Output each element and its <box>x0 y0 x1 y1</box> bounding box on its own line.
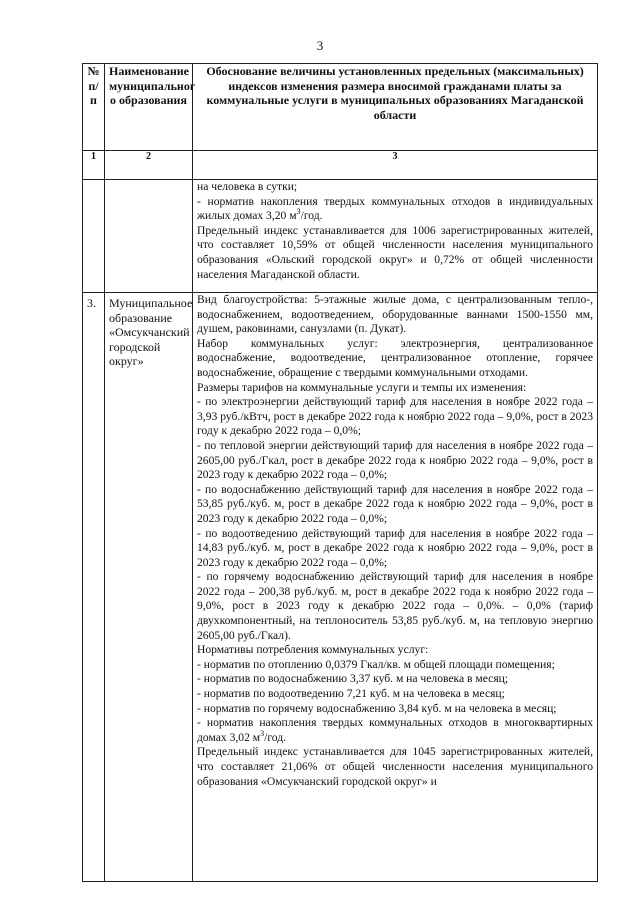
table-row <box>83 293 598 882</box>
text-paragraph: - по тепловой энергии действующий тариф для населения в ноябре 2022 года – 2605,00 руб./Гкал, рост в декабре 2022 года к ноябрю 2022 года – 9,0%, рост в 2023 году к декабрю 2022 года – 0,0%; <box>197 438 593 482</box>
table-row <box>83 180 598 293</box>
text-paragraph: - норматив накопления твердых коммунальных отходов в многоквартирных домах 3,02 $м^3$/год. <box>197 716 593 744</box>
justification-cell <box>193 293 598 882</box>
superscript: 3 <box>296 207 301 217</box>
text-paragraph: - норматив по горячему водоснабжению 3,84 куб. м на человека в месяц; <box>197 701 557 715</box>
column-number: 3 <box>193 151 598 180</box>
text-paragraph: Размеры тарифов на коммунальные услуги и темпы их изменения: <box>197 380 527 394</box>
header-number: № п/п <box>83 64 105 151</box>
column-number: 2 <box>105 151 193 180</box>
text-paragraph: - норматив по водоснабжению 3,37 куб. м на человека в месяц; <box>197 672 509 686</box>
municipality-name: Муниципальное образование «Омсукчанский городской округ» <box>105 293 193 882</box>
text-paragraph: - норматив по водоотведению 7,21 куб. м на человека в месяц; <box>197 687 505 701</box>
header-municipality: Наименование муниципальног о образования <box>105 64 193 151</box>
text-paragraph: - по водоснабжению действующий тариф для населения в ноябре 2022 года – 53,85 руб./куб. м, рост в декабре 2022 года к ноябрю 2022 года – 9,0%, рост в 2023 году к декабрю 2022 года – 0,0%; <box>197 482 593 525</box>
table-header-row <box>83 64 598 151</box>
text-paragraph: - по электроэнергии действующий тариф для населения в ноябре 2022 года – 3,93 руб./кВтч, рост в декабре 2022 года к ноябрю 2022 года – 9,0%, рост в 2023 году к декабрю 2022 года – 0,0%; <box>197 395 593 438</box>
municipality-name <box>105 180 193 293</box>
page-number: 3 <box>316 38 324 53</box>
row-number: 3. <box>83 293 105 882</box>
row-number <box>83 180 105 293</box>
text-paragraph: - норматив по отоплению 0,0379 Гкал/кв. м общей площади помещения; <box>197 657 555 671</box>
header-justification: Обоснование величины установленных предельных (максимальных) индексов изменения размера вносимой гражданами платы за коммунальные услуги в муниципальных образованиях Магаданской области <box>193 64 598 151</box>
text-paragraph: Предельный индекс устанавливается для 1006 зарегистрированных жителей, что составляет 10,59% от общей численности населения муниципального образования «Ольский городской округ» и 0,72% от общей численности населения Магаданской области. <box>197 223 593 281</box>
text-paragraph: - по водоотведению действующий тариф для населения в ноябре 2022 года – 14,83 руб./куб. м, рост в декабре 2022 года к ноябрю 2022 года – 9,0%, рост в 2023 году к декабрю 2022 года – 0,0%; <box>197 526 593 569</box>
text-paragraph: Набор коммунальных услуг: электроэнергия, централизованное водоснабжение, водоотведение, централизованное отопление, горячее водоснабжение, обращение с твердыми коммунальными отходами. <box>197 336 593 379</box>
text-paragraph: Предельный индекс устанавливается для 1045 зарегистрированных жителей, что составляет 21,06% от общей численности населения муниципального образования «Омсукчанский городской округ» и <box>197 745 593 788</box>
text-line: на человека в сутки; <box>197 180 298 193</box>
index-justification-table <box>82 63 598 882</box>
column-number-row <box>83 151 598 180</box>
justification-cell <box>193 180 598 293</box>
text-paragraph: Вид благоустройства: 5-этажные жилые дома, с централизованным тепло-, водоснабжением, водоотведением, оборудованные ваннами 1500-1550 мм, душем, раковинами, санузлами (п. Дукат). <box>197 293 593 336</box>
text-line: - норматив накопления твердых коммунальных отходов в индивидуальных жилых домах 3,20 $м^3$/год. <box>197 194 593 223</box>
column-number: 1 <box>83 151 105 180</box>
text-paragraph: - по горячему водоснабжению действующий тариф для населения в ноябре 2022 года – 200,38 руб./куб. м, рост в декабре 2022 года к ноябрю 2022 года – 9,0%, рост в 2023 году к декабрю 2022 года – 0,0%. – 0,0% (тариф двухкомпонентный, на теплоноситель 53,85 руб./куб. м, на тепловую энергию 2605,00 руб./Гкал). <box>197 570 593 642</box>
superscript: 3 <box>260 728 265 738</box>
text-paragraph: Нормативы потребления коммунальных услуг: <box>197 643 429 657</box>
